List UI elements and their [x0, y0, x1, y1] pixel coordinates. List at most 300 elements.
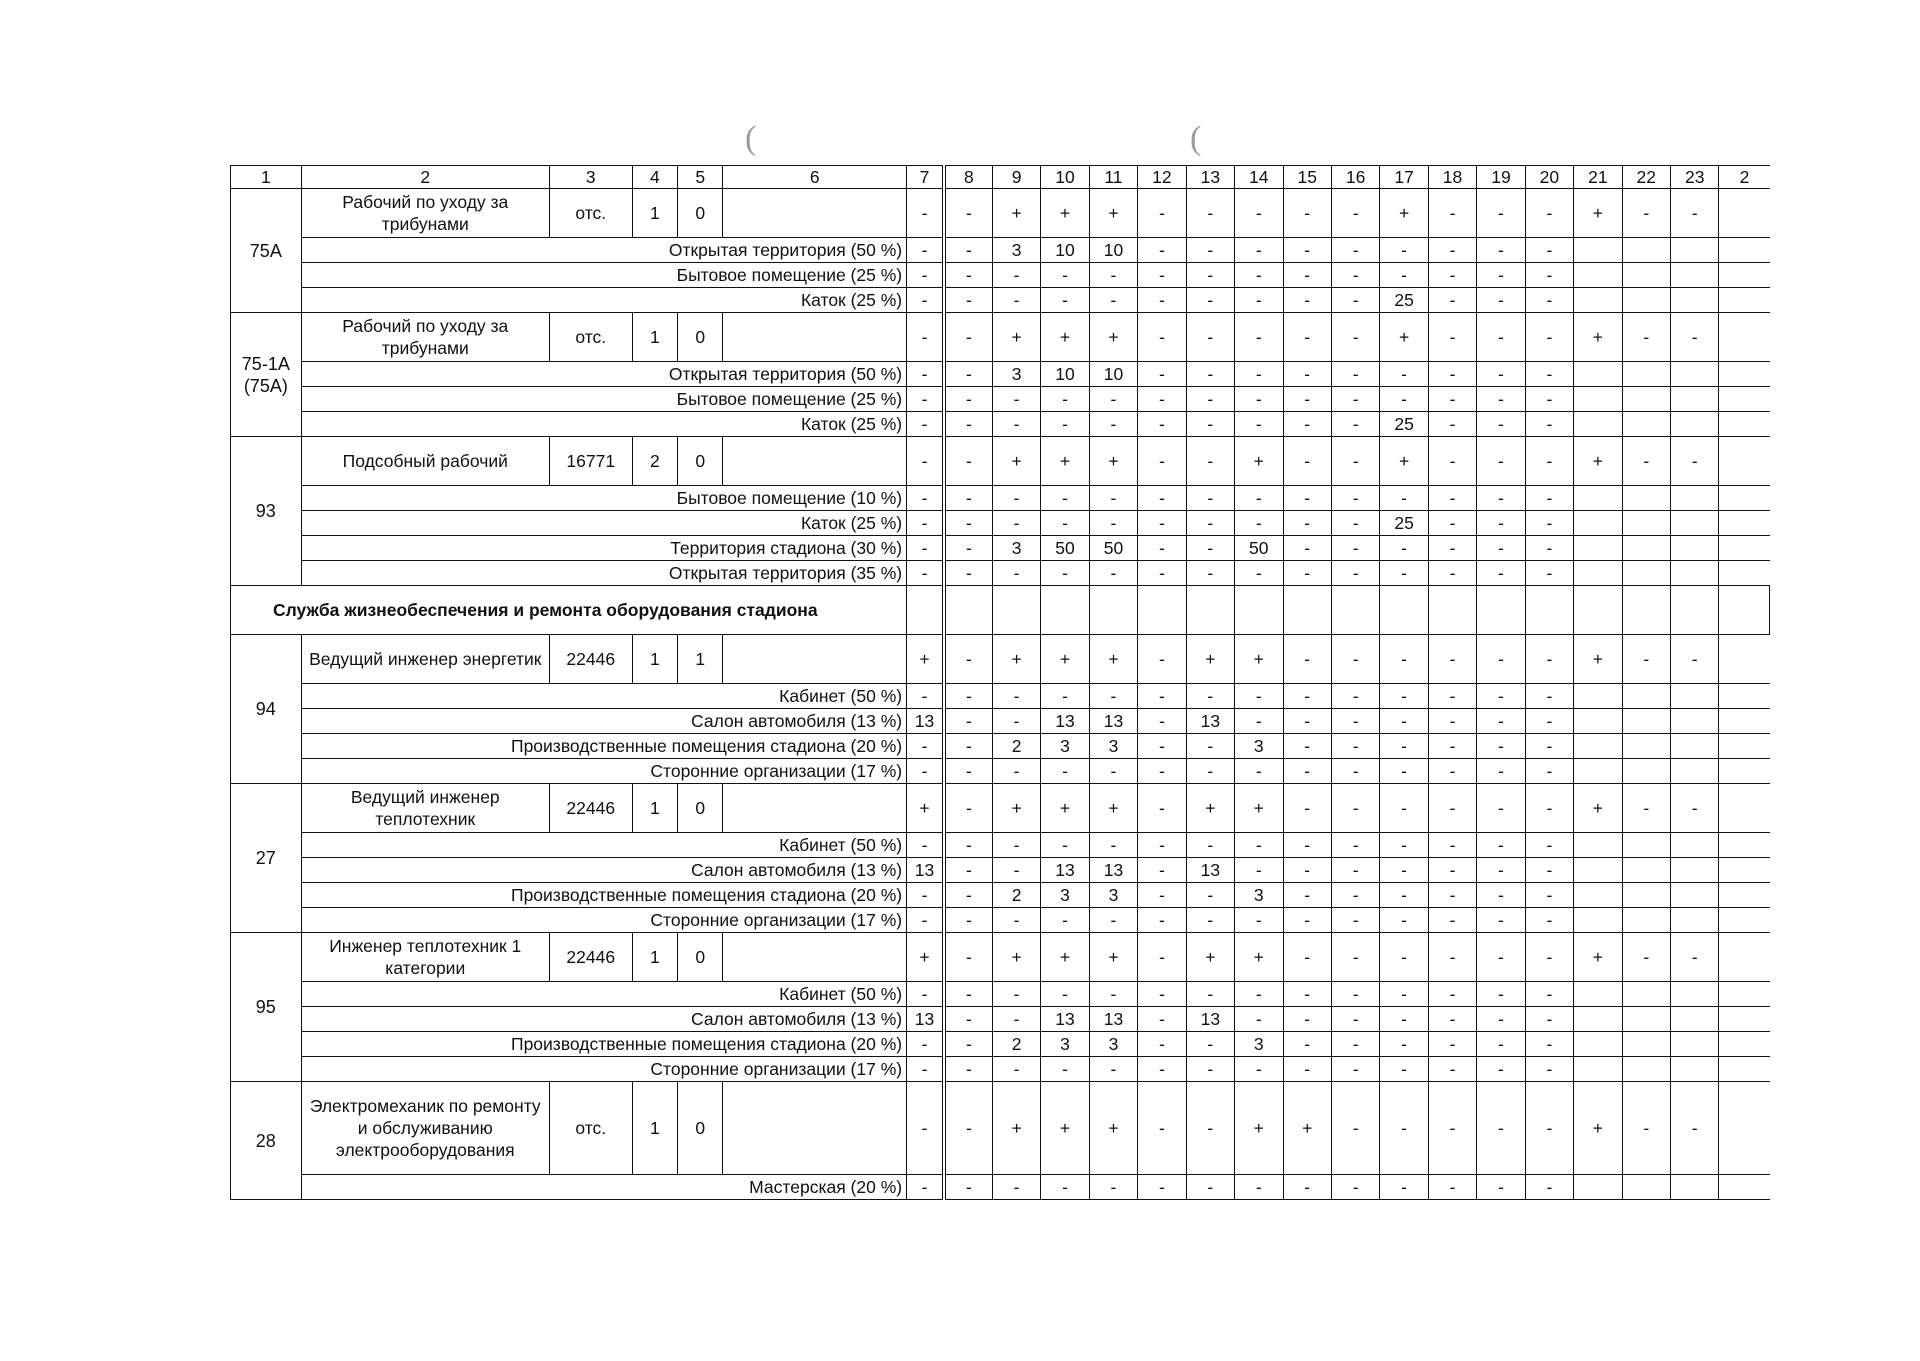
- position-col6: [723, 1082, 907, 1175]
- factor-cell: +: [907, 933, 944, 982]
- factor-cell: -: [944, 908, 992, 933]
- factor-cell: -: [1428, 709, 1476, 734]
- factor-cell: -: [1477, 412, 1525, 437]
- factor-cell: -: [944, 486, 992, 511]
- factor-cell: -: [1186, 908, 1234, 933]
- workplace-label: Мастерская (20 %): [301, 1175, 906, 1200]
- empty-cell: [1671, 387, 1719, 412]
- factor-cell: -: [1331, 238, 1379, 263]
- factor-cell: -: [1477, 883, 1525, 908]
- empty-cell: [1622, 982, 1670, 1007]
- position-women: 0: [678, 189, 723, 238]
- factor-cell: -: [907, 412, 944, 437]
- factor-cell: -: [1380, 486, 1428, 511]
- factor-cell: -: [1380, 734, 1428, 759]
- factor-cell: -: [1283, 1007, 1331, 1032]
- empty-cell: [1719, 734, 1770, 759]
- position-number: 93: [231, 437, 302, 586]
- factor-cell: -: [1331, 759, 1379, 784]
- factor-cell: 3: [1041, 883, 1089, 908]
- position-code: 22446: [549, 933, 632, 982]
- scan-mark-left: (: [745, 120, 757, 157]
- factor-cell: 25: [1380, 412, 1428, 437]
- factor-cell: -: [944, 635, 992, 684]
- workplace-row: [231, 263, 1770, 288]
- factor-cell: -: [1089, 511, 1137, 536]
- factor-cell: 3: [992, 536, 1040, 561]
- factor-cell: +: [1574, 189, 1622, 238]
- factor-cell: -: [1477, 511, 1525, 536]
- factor-cell: 13: [1089, 858, 1137, 883]
- factor-cell: -: [944, 759, 992, 784]
- factor-cell: 2: [992, 734, 1040, 759]
- factor-cell: -: [1041, 511, 1089, 536]
- factor-cell: -: [907, 908, 944, 933]
- factor-cell: +: [1186, 933, 1234, 982]
- factor-cell: -: [1089, 982, 1137, 1007]
- workplace-row: [231, 1175, 1770, 1200]
- factor-cell: -: [1331, 561, 1379, 586]
- position-count: 1: [632, 189, 677, 238]
- workplace-row: [231, 412, 1770, 437]
- position-code: 16771: [549, 437, 632, 486]
- factor-cell: 13: [907, 709, 944, 734]
- empty-cell: [1719, 858, 1770, 883]
- factor-cell: -: [1477, 238, 1525, 263]
- workplace-label: Производственные помещения стадиона (20 %): [301, 1032, 906, 1057]
- factor-cell: -: [1428, 189, 1476, 238]
- column-number: 9: [992, 166, 1040, 189]
- factor-cell: -: [1089, 561, 1137, 586]
- empty-cell: [1719, 684, 1770, 709]
- factor-cell: -: [1428, 635, 1476, 684]
- factor-cell: +: [1574, 313, 1622, 362]
- factor-cell: -: [1380, 1007, 1428, 1032]
- factor-cell: -: [1138, 263, 1186, 288]
- factor-cell: -: [944, 387, 992, 412]
- factor-cell: -: [1089, 1057, 1137, 1082]
- factor-cell: -: [1380, 883, 1428, 908]
- factor-cell: -: [1331, 412, 1379, 437]
- factor-cell: -: [1138, 759, 1186, 784]
- factor-cell: -: [1428, 511, 1476, 536]
- factor-cell: -: [944, 709, 992, 734]
- position-row: [231, 437, 1770, 486]
- empty-cell: [1719, 362, 1770, 387]
- factor-cell: -: [1138, 784, 1186, 833]
- factor-cell: -: [1138, 387, 1186, 412]
- workplace-row: [231, 387, 1770, 412]
- factor-cell: -: [1428, 387, 1476, 412]
- factor-cell: -: [1428, 313, 1476, 362]
- empty-cell: [1622, 684, 1670, 709]
- factor-cell: [1719, 189, 1770, 238]
- factor-cell: -: [992, 833, 1040, 858]
- factor-cell: -: [1331, 387, 1379, 412]
- factor-cell: -: [1380, 1032, 1428, 1057]
- factor-cell: -: [1089, 684, 1137, 709]
- factor-cell: -: [1525, 238, 1573, 263]
- factor-cell: -: [1525, 1032, 1573, 1057]
- factor-cell: 2: [992, 1032, 1040, 1057]
- workplace-row: [231, 734, 1770, 759]
- factor-cell: -: [1138, 362, 1186, 387]
- column-number: 6: [723, 166, 907, 189]
- empty-cell: [1719, 263, 1770, 288]
- workplace-label: Бытовое помещение (25 %): [301, 263, 906, 288]
- factor-cell: -: [1331, 536, 1379, 561]
- factor-cell: 3: [1235, 734, 1283, 759]
- factor-cell: 3: [992, 362, 1040, 387]
- factor-cell: 3: [1235, 1032, 1283, 1057]
- empty-cell: [1574, 536, 1622, 561]
- empty-cell: [1719, 511, 1770, 536]
- factor-cell: -: [1477, 263, 1525, 288]
- factor-cell: -: [1428, 684, 1476, 709]
- factor-cell: -: [1525, 784, 1573, 833]
- factor-cell: -: [1331, 1057, 1379, 1082]
- factor-cell: -: [1235, 362, 1283, 387]
- factor-cell: -: [1283, 437, 1331, 486]
- position-count: 1: [632, 1082, 677, 1175]
- workplace-row: [231, 288, 1770, 313]
- factor-cell: -: [1138, 1082, 1186, 1175]
- factor-cell: +: [1041, 933, 1089, 982]
- factor-cell: -: [1138, 833, 1186, 858]
- factor-cell: -: [1525, 263, 1573, 288]
- factor-cell: -: [1138, 908, 1186, 933]
- factor-cell: -: [944, 313, 992, 362]
- factor-cell: -: [1331, 883, 1379, 908]
- position-count: 1: [632, 313, 677, 362]
- factor-cell: -: [944, 933, 992, 982]
- empty-cell: [1622, 586, 1670, 635]
- factor-cell: -: [1235, 908, 1283, 933]
- empty-cell: [1671, 561, 1719, 586]
- workplace-label: Кабинет (50 %): [301, 982, 906, 1007]
- factor-cell: -: [1622, 437, 1670, 486]
- factor-cell: -: [1428, 734, 1476, 759]
- factor-cell: -: [1428, 412, 1476, 437]
- empty-cell: [1622, 536, 1670, 561]
- factor-cell: -: [1089, 908, 1137, 933]
- factor-cell: -: [1428, 833, 1476, 858]
- factor-cell: -: [1283, 536, 1331, 561]
- factor-cell: -: [944, 263, 992, 288]
- factor-cell: -: [1477, 759, 1525, 784]
- empty-cell: [1671, 709, 1719, 734]
- factor-cell: 3: [1041, 734, 1089, 759]
- workplace-row: [231, 511, 1770, 536]
- factor-cell: -: [1428, 784, 1476, 833]
- column-number: 23: [1671, 166, 1719, 189]
- factor-cell: -: [1428, 437, 1476, 486]
- empty-cell: [1525, 586, 1573, 635]
- empty-cell: [1671, 1007, 1719, 1032]
- factor-cell: -: [1331, 362, 1379, 387]
- factor-cell: [1719, 1082, 1770, 1175]
- position-code: 22446: [549, 784, 632, 833]
- factor-cell: -: [907, 1032, 944, 1057]
- factor-cell: -: [1525, 933, 1573, 982]
- empty-cell: [1477, 586, 1525, 635]
- factor-cell: -: [944, 1032, 992, 1057]
- empty-cell: [1574, 883, 1622, 908]
- factor-cell: 13: [1041, 1007, 1089, 1032]
- workplace-row: [231, 858, 1770, 883]
- factor-cell: +: [907, 784, 944, 833]
- factor-cell: 13: [907, 1007, 944, 1032]
- factor-cell: -: [1138, 1007, 1186, 1032]
- factor-cell: -: [1525, 288, 1573, 313]
- empty-cell: [1622, 883, 1670, 908]
- factor-cell: -: [1525, 437, 1573, 486]
- factor-cell: -: [1380, 933, 1428, 982]
- factor-cell: -: [1331, 635, 1379, 684]
- factor-cell: -: [944, 833, 992, 858]
- factor-cell: -: [992, 709, 1040, 734]
- empty-cell: [1719, 1032, 1770, 1057]
- factor-cell: 10: [1089, 362, 1137, 387]
- factor-cell: 3: [1089, 734, 1137, 759]
- factor-cell: -: [907, 833, 944, 858]
- column-number: 10: [1041, 166, 1089, 189]
- position-count: 1: [632, 933, 677, 982]
- factor-cell: -: [1525, 908, 1573, 933]
- factor-cell: -: [907, 883, 944, 908]
- factor-cell: -: [944, 412, 992, 437]
- empty-cell: [1574, 1057, 1622, 1082]
- factor-cell: -: [1138, 412, 1186, 437]
- empty-cell: [1574, 1032, 1622, 1057]
- factor-cell: +: [1380, 437, 1428, 486]
- factor-cell: -: [1283, 982, 1331, 1007]
- factor-cell: -: [1380, 362, 1428, 387]
- factor-cell: -: [1525, 759, 1573, 784]
- empty-cell: [1622, 858, 1670, 883]
- empty-cell: [1622, 734, 1670, 759]
- factor-cell: +: [1089, 313, 1137, 362]
- factor-cell: -: [944, 1082, 992, 1175]
- factor-cell: -: [992, 759, 1040, 784]
- factor-cell: -: [944, 437, 992, 486]
- factor-cell: -: [1186, 387, 1234, 412]
- factor-cell: -: [992, 1007, 1040, 1032]
- factor-cell: -: [992, 908, 1040, 933]
- factor-cell: 3: [1089, 883, 1137, 908]
- factor-cell: -: [1671, 313, 1719, 362]
- empty-cell: [1622, 561, 1670, 586]
- workplace-row: [231, 486, 1770, 511]
- position-row: [231, 635, 1770, 684]
- factor-cell: -: [944, 536, 992, 561]
- factor-cell: -: [907, 561, 944, 586]
- factor-cell: -: [1331, 734, 1379, 759]
- factor-cell: -: [944, 189, 992, 238]
- factor-cell: -: [1235, 833, 1283, 858]
- factor-cell: -: [1283, 313, 1331, 362]
- factor-cell: -: [1331, 288, 1379, 313]
- factor-cell: -: [1428, 561, 1476, 586]
- factor-cell: -: [1283, 635, 1331, 684]
- factor-cell: +: [1380, 189, 1428, 238]
- position-women: 0: [678, 933, 723, 982]
- workplace-row: [231, 1032, 1770, 1057]
- factor-cell: -: [1089, 1175, 1137, 1200]
- factor-cell: -: [1331, 437, 1379, 486]
- workplace-label: Территория стадиона (30 %): [301, 536, 906, 561]
- column-number: 11: [1089, 166, 1137, 189]
- empty-cell: [1574, 288, 1622, 313]
- section-title: Служба жизнеобеспечения и ремонта оборудования стадиона: [231, 586, 907, 635]
- factor-cell: -: [1186, 437, 1234, 486]
- empty-cell: [992, 586, 1040, 635]
- workplace-row: [231, 883, 1770, 908]
- factor-cell: -: [1138, 709, 1186, 734]
- workplace-row: [231, 1007, 1770, 1032]
- factor-cell: -: [907, 189, 944, 238]
- factor-cell: -: [907, 486, 944, 511]
- empty-cell: [1622, 1175, 1670, 1200]
- empty-cell: [1574, 1175, 1622, 1200]
- factor-cell: -: [1235, 189, 1283, 238]
- empty-cell: [1719, 759, 1770, 784]
- empty-cell: [1574, 734, 1622, 759]
- factor-cell: -: [1138, 238, 1186, 263]
- factor-cell: +: [1089, 933, 1137, 982]
- factor-cell: -: [1235, 486, 1283, 511]
- factor-cell: -: [1235, 263, 1283, 288]
- factor-cell: -: [1041, 684, 1089, 709]
- empty-cell: [1671, 263, 1719, 288]
- factor-cell: -: [1186, 1082, 1234, 1175]
- factor-cell: -: [1525, 1082, 1573, 1175]
- factor-cell: -: [1138, 883, 1186, 908]
- factor-cell: -: [944, 982, 992, 1007]
- factor-cell: -: [1138, 313, 1186, 362]
- empty-cell: [1671, 511, 1719, 536]
- factor-cell: -: [1186, 1057, 1234, 1082]
- factor-cell: 2: [992, 883, 1040, 908]
- factor-cell: -: [1186, 684, 1234, 709]
- factor-cell: -: [1671, 933, 1719, 982]
- column-number: 1: [231, 166, 302, 189]
- factor-cell: -: [1283, 709, 1331, 734]
- factor-cell: -: [1477, 1032, 1525, 1057]
- factor-cell: [1719, 313, 1770, 362]
- factor-cell: -: [907, 263, 944, 288]
- factor-cell: -: [944, 734, 992, 759]
- factor-cell: -: [1428, 536, 1476, 561]
- empty-cell: [1671, 486, 1719, 511]
- factor-cell: -: [1331, 684, 1379, 709]
- factor-cell: -: [1380, 536, 1428, 561]
- empty-cell: [1719, 536, 1770, 561]
- workplace-row: [231, 561, 1770, 586]
- empty-cell: [1574, 387, 1622, 412]
- factor-cell: -: [1671, 784, 1719, 833]
- factor-cell: -: [907, 1082, 944, 1175]
- factor-cell: -: [1525, 313, 1573, 362]
- factor-cell: +: [1089, 784, 1137, 833]
- factor-cell: 25: [1380, 511, 1428, 536]
- factor-cell: -: [1525, 536, 1573, 561]
- factor-cell: -: [907, 536, 944, 561]
- column-number: 2: [301, 166, 549, 189]
- factor-cell: -: [1331, 858, 1379, 883]
- empty-cell: [1671, 412, 1719, 437]
- factor-cell: 50: [1235, 536, 1283, 561]
- empty-cell: [1622, 511, 1670, 536]
- position-code: отс.: [549, 313, 632, 362]
- empty-cell: [1622, 709, 1670, 734]
- factor-cell: -: [944, 362, 992, 387]
- factor-cell: -: [907, 982, 944, 1007]
- factor-cell: -: [1331, 189, 1379, 238]
- factor-cell: -: [1525, 858, 1573, 883]
- factor-cell: -: [1380, 1057, 1428, 1082]
- factor-cell: -: [1525, 362, 1573, 387]
- factor-cell: -: [1525, 189, 1573, 238]
- factor-cell: -: [1671, 437, 1719, 486]
- factor-cell: -: [1428, 263, 1476, 288]
- workplace-label: Сторонние организации (17 %): [301, 908, 906, 933]
- factor-cell: -: [907, 684, 944, 709]
- factor-cell: +: [992, 933, 1040, 982]
- factor-cell: -: [944, 561, 992, 586]
- factor-cell: +: [1041, 437, 1089, 486]
- factor-cell: -: [1331, 1032, 1379, 1057]
- position-row: [231, 784, 1770, 833]
- factor-cell: -: [1138, 536, 1186, 561]
- factor-cell: -: [1331, 313, 1379, 362]
- factor-cell: -: [1138, 982, 1186, 1007]
- empty-cell: [1671, 908, 1719, 933]
- column-number: 3: [549, 166, 632, 189]
- workplace-label: Салон автомобиля (13 %): [301, 1007, 906, 1032]
- empty-cell: [1622, 362, 1670, 387]
- factor-cell: 13: [1089, 709, 1137, 734]
- factor-cell: -: [1235, 561, 1283, 586]
- factor-cell: -: [907, 387, 944, 412]
- factor-cell: -: [1138, 486, 1186, 511]
- factor-cell: -: [1477, 858, 1525, 883]
- factor-cell: -: [1622, 313, 1670, 362]
- column-number: 5: [678, 166, 723, 189]
- factor-cell: -: [1331, 833, 1379, 858]
- workplace-label: Каток (25 %): [301, 412, 906, 437]
- empty-cell: [1574, 759, 1622, 784]
- factor-cell: -: [1331, 1082, 1379, 1175]
- factor-cell: -: [1235, 982, 1283, 1007]
- factor-cell: +: [1186, 784, 1234, 833]
- empty-cell: [1719, 486, 1770, 511]
- workplace-label: Производственные помещения стадиона (20 %): [301, 883, 906, 908]
- factor-cell: -: [1041, 486, 1089, 511]
- factor-cell: -: [1089, 288, 1137, 313]
- empty-cell: [1719, 586, 1770, 635]
- factor-cell: -: [1283, 1175, 1331, 1200]
- workplace-label: Кабинет (50 %): [301, 684, 906, 709]
- factor-cell: -: [1283, 784, 1331, 833]
- factor-cell: -: [1428, 982, 1476, 1007]
- factor-cell: [1719, 635, 1770, 684]
- factor-cell: -: [1283, 561, 1331, 586]
- factor-cell: -: [1428, 362, 1476, 387]
- column-number: 13: [1186, 166, 1234, 189]
- factor-cell: -: [907, 238, 944, 263]
- empty-cell: [1622, 833, 1670, 858]
